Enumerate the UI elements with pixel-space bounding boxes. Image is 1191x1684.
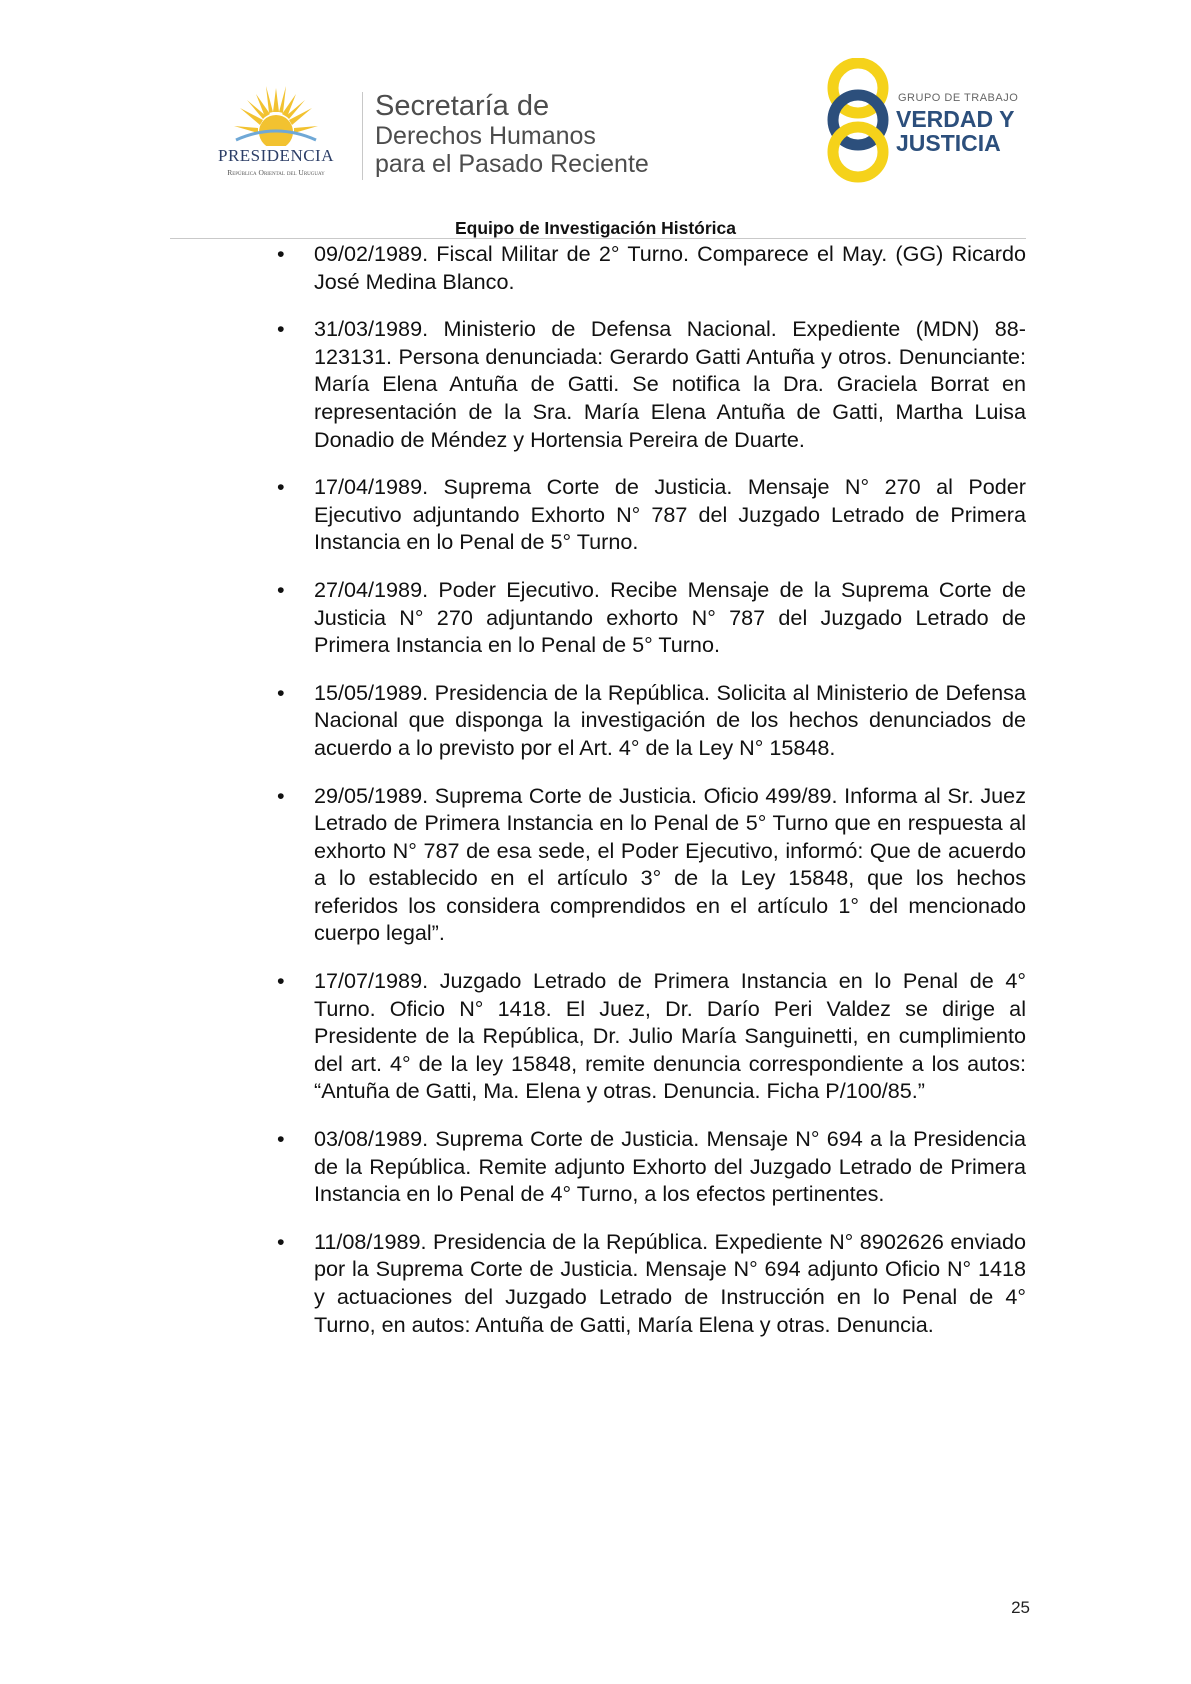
presidencia-subtitle: República Oriental del Uruguay (227, 168, 325, 177)
list-item (274, 1228, 1026, 1338)
list-item-text: 31/03/1989. Ministerio de Defensa Nacional. Expediente (MDN) 88-123131. Persona denunciada: Gerardo Gatti Antuña y otros. Denunciante: María Elena Antuña de Gatti. Se notifica la Dra. Graciela Borrat en representación de la Sra. María Elena Antuña de Gatti, Martha Luisa Donadio de Méndez y Hortensia Pereira de Duarte. (314, 316, 1026, 452)
list-item (274, 240, 1026, 295)
gtvj-title-line-2: JUSTICIA (896, 130, 1001, 156)
secretaria-line-2: Derechos Humanos (375, 122, 596, 151)
bullet-icon: • (277, 782, 285, 808)
page-number: 25 (1011, 1598, 1030, 1617)
list-item-text: 17/07/1989. Juzgado Letrado de Primera Instancia en lo Penal de 4° Turno. Oficio N° 1418. El Juez, Dr. Darío Peri Valdez se dirige al Presidente de la República, Dr. Julio María Sanguinetti, en cumplimiento del art. 4° de la ley 15848, remite denuncia correspondiente a los autos: “Antuña de Gatti, Ma. Elena y otras. Denuncia. Ficha P/100/85.” (314, 968, 1026, 1104)
bullet-icon: • (277, 1228, 285, 1254)
presidencia-name: PRESIDENCIA (217, 146, 334, 165)
bullet-icon: • (277, 679, 285, 705)
list-item-text: 27/04/1989. Poder Ejecutivo. Recibe Mensaje de la Suprema Corte de Justicia N° 270 adjuntando exhorto N° 787 del Juzgado Letrado de Primera Instancia en lo Penal de 5° Turno. (314, 576, 1026, 658)
chronology-list (274, 240, 1026, 1358)
bullet-icon: • (277, 1126, 285, 1152)
list-item-text: 15/05/1989. Presidencia de la República. Solicita al Ministerio de Defensa Nacional que disponga la investigación de los hechos denunciados de acuerdo a lo previsto por el Art. 4° de la Ley N° 15848. (314, 679, 1026, 760)
list-item (274, 473, 1026, 556)
bullet-icon: • (277, 474, 285, 500)
list-item-text: 09/02/1989. Fiscal Militar de 2° Turno. Comparece el May. (GG) Ricardo José Medina Blanco. (314, 241, 1026, 294)
list-item (274, 315, 1026, 453)
bullet-icon: • (277, 576, 285, 602)
list-item (274, 576, 1026, 659)
list-item (274, 1125, 1026, 1208)
gtvj-small-title: GRUPO DE TRABAJO (898, 92, 1019, 104)
list-item-text: 03/08/1989. Suprema Corte de Justicia. Mensaje N° 694 a la Presidencia de la República. Remite adjunto Exhorto del Juzgado Letrado de Primera Instancia en lo Penal de 4° Turno, a los efectos pertinentes. (314, 1126, 1026, 1207)
grupo-trabajo-logo (820, 58, 1040, 183)
list-item (274, 967, 1026, 1105)
bullet-icon: • (277, 968, 285, 994)
logo-divider (362, 92, 363, 180)
header-rule (170, 238, 1026, 239)
secretaria-logo-text (375, 90, 649, 178)
list-item (274, 679, 1026, 762)
list-item-text: 11/08/1989. Presidencia de la República. Expediente N° 8902626 enviado por la Suprema Corte de Justicia. Mensaje N° 694 adjunto Oficio N° 1418 y actuaciones del Juzgado Letrado de Instrucción en lo Penal de 4° Turno, en autos: Antuña de Gatti, María Elena y otras. Denuncia. (314, 1228, 1026, 1337)
bullet-icon: • (277, 241, 285, 266)
list-item-text: 17/04/1989. Suprema Corte de Justicia. Mensaje N° 270 al Poder Ejecutivo adjuntando Exhorto N° 787 del Juzgado Letrado de Primera Instancia en lo Penal de 5° Turno. (314, 474, 1026, 555)
secretaria-line-1: Secretaría de (375, 90, 550, 122)
presidencia-logo (196, 82, 356, 182)
list-item-text: 29/05/1989. Suprema Corte de Justicia. Oficio 499/89. Informa al Sr. Juez Letrado de Primera Instancia en lo Penal de 5° Turno que en respuesta al exhorto N° 787 de esa sede, el Poder Ejecutivo, informó: Que de acuerdo a lo establecido en el artículo 3° de la Ley 15848, que los hechos referidos los considera comprendidos en el artículo 1° del mencionado cuerpo legal”. (314, 782, 1026, 946)
sun-icon (226, 82, 326, 146)
page-header (0, 0, 1191, 240)
bullet-icon: • (277, 316, 285, 342)
gtvj-title-line-1: VERDAD Y (896, 106, 1015, 132)
interlocking-rings-icon (820, 58, 896, 183)
list-item (274, 782, 1026, 948)
team-title: Equipo de Investigación Histórica (454, 218, 737, 238)
secretaria-line-3: para el Pasado Reciente (375, 150, 649, 179)
